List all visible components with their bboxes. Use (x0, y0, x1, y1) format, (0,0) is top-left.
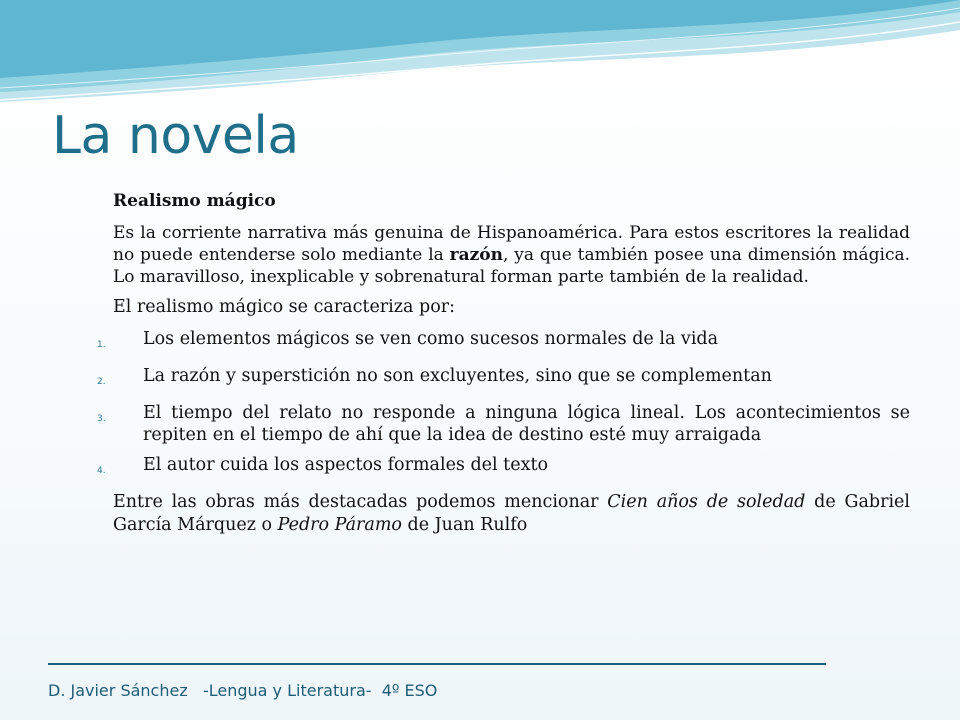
definition-bold-word: razón (449, 245, 503, 265)
slide-title: La novela (52, 106, 299, 166)
list-item-text: La razón y superstición no son excluyentes, sino que se complementan (143, 366, 772, 386)
list-item-text: Los elementos mágicos se ven como sucesos normales de la vida (143, 329, 719, 349)
list-item (97, 328, 910, 357)
list-item-number: 1. (97, 340, 106, 350)
work-title-pedro-paramo: Pedro Páramo (277, 515, 402, 535)
notable-works-paragraph (113, 491, 910, 537)
closing-text-3: de Juan Rulfo (401, 515, 528, 535)
footer-divider (48, 663, 826, 665)
list-item-number: 2. (97, 377, 106, 387)
slide-content (97, 190, 911, 537)
closing-text-1: Entre las obras más destacadas podemos mencionar (113, 492, 608, 512)
list-item-text: El autor cuida los aspectos formales del texto (143, 455, 549, 475)
list-item (97, 365, 910, 394)
section-heading: Realismo mágico (113, 191, 276, 211)
list-item (97, 454, 910, 483)
definition-text-start: Es la corriente narrativa más genuina de Hispanoamérica. Para estos escritores la realidad no puede entenderse solo mediante la (113, 223, 910, 265)
list-item-number: 4. (97, 466, 106, 476)
definition-text-end: , ya que también posee una dimensión mágica. Lo maravilloso, inexplicable y sobrenatural forman parte también de la realidad. (113, 245, 911, 287)
characteristics-intro: El realismo mágico se caracteriza por: (113, 297, 455, 317)
characteristics-list (97, 328, 910, 483)
list-item-number: 3. (97, 414, 106, 424)
decorative-wave-header (0, 0, 960, 110)
work-title-cien-anos: Cien años de soledad (607, 492, 806, 512)
list-item-text: El tiempo del relato no responde a ninguna lógica lineal. Los acontecimientos se repiten en el tiempo de ahí que la idea de destino esté muy arraigada (143, 403, 910, 445)
closing-text-2: de Gabriel García Márquez o (113, 492, 910, 535)
list-item (97, 402, 910, 446)
definition-paragraph (113, 222, 910, 288)
footer-text: D. Javier Sánchez -Lengua y Literatura- 4º ESO (48, 681, 438, 700)
